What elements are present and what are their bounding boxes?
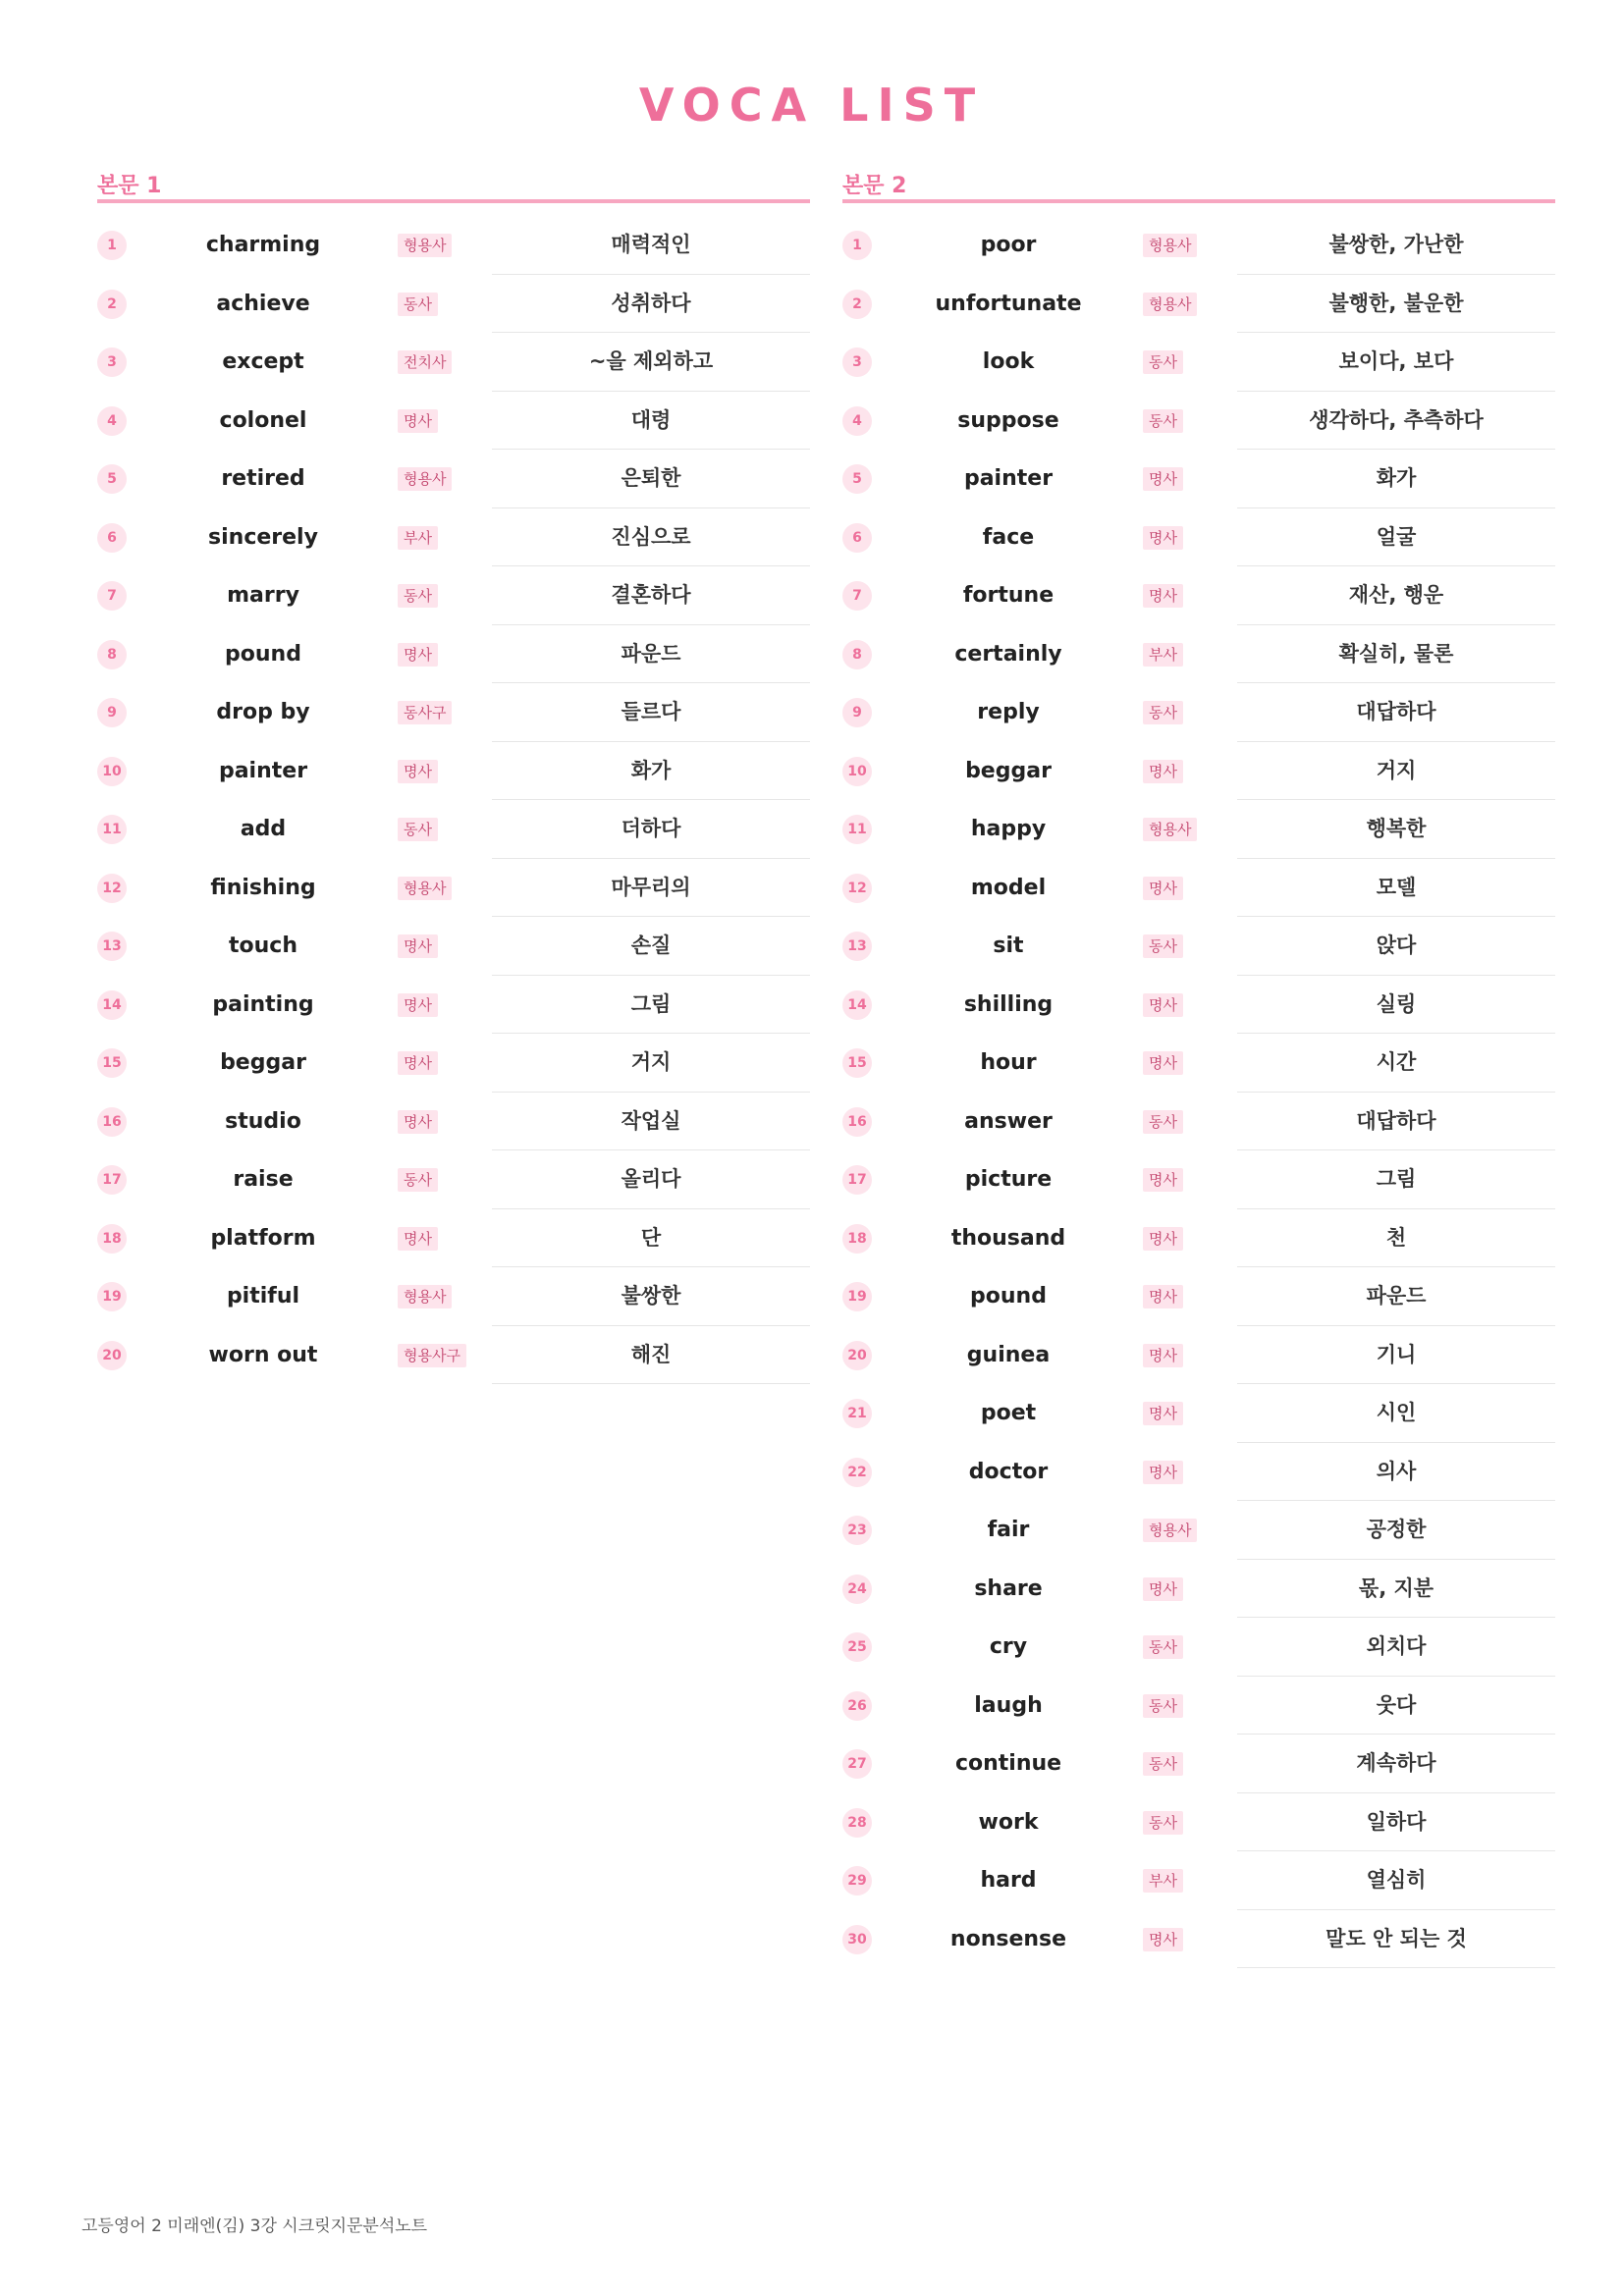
word-meaning: 파운드	[1237, 1267, 1555, 1326]
row-number: 6	[842, 523, 872, 553]
row-number: 4	[842, 406, 872, 436]
part-of-speech-badge: 부사	[398, 526, 438, 550]
row-number: 15	[97, 1048, 127, 1078]
word-meaning: 생각하다, 추측하다	[1237, 392, 1555, 451]
word-meaning: 계속하다	[1237, 1735, 1555, 1793]
word-meaning: 일하다	[1237, 1793, 1555, 1852]
row-number: 12	[97, 874, 127, 903]
part-of-speech-badge: 동사	[1143, 1752, 1183, 1776]
word-meaning: 그림	[1237, 1150, 1555, 1209]
part-of-speech-badge: 명사	[1143, 1577, 1183, 1601]
part-of-speech-badge: 형용사	[398, 467, 452, 491]
part-of-speech-badge: 명사	[1143, 1168, 1183, 1192]
vocab-row	[842, 1793, 1555, 1852]
vocab-row	[842, 917, 1555, 976]
vocab-row	[842, 1851, 1555, 1910]
part-of-speech-badge: 형용사구	[398, 1344, 466, 1367]
row-number: 14	[97, 990, 127, 1020]
vocab-row	[842, 508, 1555, 567]
vocab-word: thousand	[950, 1225, 1066, 1251]
word-meaning: 해진	[492, 1326, 810, 1385]
vocab-row	[97, 859, 810, 918]
part-of-speech-badge: 명사	[1143, 760, 1183, 783]
vocab-row	[842, 1501, 1555, 1560]
row-number: 26	[842, 1691, 872, 1721]
vocab-row	[97, 625, 810, 684]
vocab-word: achieve	[216, 291, 310, 316]
vocab-row	[97, 275, 810, 334]
row-number: 19	[97, 1282, 127, 1311]
row-number: 10	[97, 757, 127, 786]
part-of-speech-badge: 동사	[1143, 1694, 1183, 1718]
word-meaning: 대답하다	[1237, 683, 1555, 742]
vocab-row	[97, 1267, 810, 1326]
row-number: 27	[842, 1749, 872, 1779]
vocab-row	[97, 1150, 810, 1209]
vocab-row	[842, 1443, 1555, 1502]
row-number: 24	[842, 1575, 872, 1604]
vocab-word: drop by	[216, 700, 310, 724]
section-heading: 본문 2	[842, 157, 1555, 203]
part-of-speech-badge: 명사	[1143, 1051, 1183, 1075]
vocab-word: guinea	[966, 1342, 1051, 1367]
row-number: 8	[97, 640, 127, 669]
vocab-list	[97, 216, 810, 1384]
word-meaning: 의사	[1237, 1443, 1555, 1502]
vocab-row	[97, 800, 810, 859]
row-number: 19	[842, 1282, 872, 1311]
part-of-speech-badge: 부사	[1143, 643, 1183, 667]
word-meaning: 불쌍한, 가난한	[1237, 216, 1555, 275]
part-of-speech-badge: 동사	[1143, 1811, 1183, 1835]
part-of-speech-badge: 형용사	[398, 877, 452, 900]
row-number: 28	[842, 1808, 872, 1838]
row-number: 2	[842, 290, 872, 319]
row-number: 18	[842, 1224, 872, 1254]
word-meaning: 실링	[1237, 976, 1555, 1035]
vocab-row	[842, 566, 1555, 625]
part-of-speech-badge: 명사	[1143, 1344, 1183, 1367]
part-of-speech-badge: 명사	[1143, 1285, 1183, 1308]
vocab-row	[97, 1093, 810, 1151]
row-number: 6	[97, 523, 127, 553]
vocab-word: poor	[980, 233, 1037, 257]
vocab-row	[842, 1677, 1555, 1735]
vocab-word: beggar	[220, 1050, 306, 1075]
row-number: 11	[97, 815, 127, 844]
part-of-speech-badge: 부사	[1143, 1869, 1183, 1893]
vocab-word: except	[222, 349, 304, 374]
row-number: 21	[842, 1399, 872, 1428]
vocab-word: charming	[205, 233, 321, 257]
vocab-word: painter	[218, 758, 308, 783]
row-number: 17	[97, 1165, 127, 1195]
word-meaning: 마무리의	[492, 859, 810, 918]
part-of-speech-badge: 동사	[1143, 934, 1183, 958]
vocab-word: marry	[227, 583, 299, 608]
word-meaning: 말도 안 되는 것	[1237, 1910, 1555, 1969]
part-of-speech-badge: 명사	[398, 643, 438, 667]
row-number: 25	[842, 1632, 872, 1662]
vocab-row	[842, 1910, 1555, 1969]
vocab-row	[842, 1618, 1555, 1677]
row-number: 18	[97, 1224, 127, 1254]
word-meaning: 거지	[492, 1034, 810, 1093]
vocab-row	[97, 1209, 810, 1268]
row-number: 3	[842, 347, 872, 377]
vocab-word: sit	[993, 934, 1024, 958]
vocab-word: poet	[980, 1401, 1037, 1425]
vocab-word: sincerely	[208, 524, 318, 550]
word-meaning: 대답하다	[1237, 1093, 1555, 1151]
vocab-row	[842, 392, 1555, 451]
part-of-speech-badge: 동사	[398, 584, 438, 608]
word-meaning: 확실히, 물론	[1237, 625, 1555, 684]
word-meaning: 행복한	[1237, 800, 1555, 859]
row-number: 22	[842, 1458, 872, 1487]
vocab-row	[842, 625, 1555, 684]
part-of-speech-badge: 형용사	[1143, 293, 1197, 316]
word-meaning: 올리다	[492, 1150, 810, 1209]
row-number: 17	[842, 1165, 872, 1195]
vocab-word: share	[974, 1575, 1043, 1601]
vocab-word: work	[978, 1809, 1039, 1835]
part-of-speech-badge: 명사	[1143, 993, 1183, 1017]
vocab-row	[842, 976, 1555, 1035]
vocab-row	[97, 742, 810, 801]
word-meaning: 시간	[1237, 1034, 1555, 1093]
vocab-word: raise	[233, 1167, 294, 1192]
part-of-speech-badge: 명사	[1143, 1928, 1183, 1951]
part-of-speech-badge: 명사	[398, 1227, 438, 1251]
vocab-row	[842, 1267, 1555, 1326]
vocab-row	[842, 1560, 1555, 1619]
row-number: 11	[842, 815, 872, 844]
word-meaning: 얼굴	[1237, 508, 1555, 567]
part-of-speech-badge: 동사	[398, 818, 438, 841]
word-meaning: 시인	[1237, 1384, 1555, 1443]
row-number: 5	[97, 464, 127, 494]
vocab-word: add	[240, 817, 287, 841]
row-number: 16	[97, 1107, 127, 1137]
word-meaning: 재산, 행운	[1237, 566, 1555, 625]
part-of-speech-badge: 명사	[398, 934, 438, 958]
vocab-word: face	[982, 524, 1035, 550]
word-meaning: 모델	[1237, 859, 1555, 918]
vocab-word: pound	[225, 641, 301, 667]
vocab-row	[97, 917, 810, 976]
row-number: 3	[97, 347, 127, 377]
row-number: 5	[842, 464, 872, 494]
row-number: 15	[842, 1048, 872, 1078]
word-meaning: 대령	[492, 392, 810, 451]
vocab-word: doctor	[968, 1459, 1049, 1484]
vocab-row	[842, 333, 1555, 392]
part-of-speech-badge: 동사	[398, 293, 438, 316]
section-2	[842, 157, 1555, 1968]
word-meaning: 거지	[1237, 742, 1555, 801]
part-of-speech-badge: 전치사	[398, 350, 452, 374]
vocab-row	[97, 333, 810, 392]
word-meaning: ~을 제외하고	[492, 333, 810, 392]
part-of-speech-badge: 동사	[398, 1168, 438, 1192]
part-of-speech-badge: 동사	[1143, 1110, 1183, 1134]
row-number: 8	[842, 640, 872, 669]
row-number: 7	[97, 581, 127, 611]
vocab-word: colonel	[219, 407, 307, 433]
word-meaning: 작업실	[492, 1093, 810, 1151]
vocab-word: look	[982, 349, 1035, 374]
row-number: 13	[97, 932, 127, 961]
vocab-word: picture	[964, 1167, 1053, 1192]
word-meaning: 웃다	[1237, 1677, 1555, 1735]
part-of-speech-badge: 명사	[1143, 1402, 1183, 1425]
word-meaning: 들르다	[492, 683, 810, 742]
vocab-row	[97, 683, 810, 742]
word-meaning: 천	[1237, 1209, 1555, 1268]
vocab-word: worn out	[208, 1342, 318, 1367]
vocab-row	[842, 216, 1555, 275]
part-of-speech-badge: 명사	[398, 409, 438, 433]
row-number: 12	[842, 874, 872, 903]
vocab-word: beggar	[965, 758, 1052, 783]
vocab-row	[97, 508, 810, 567]
vocab-word: fortune	[962, 583, 1055, 608]
row-number: 30	[842, 1925, 872, 1954]
word-meaning: 화가	[492, 742, 810, 801]
vocab-word: suppose	[957, 407, 1059, 433]
word-meaning: 보이다, 보다	[1237, 333, 1555, 392]
row-number: 29	[842, 1866, 872, 1896]
vocab-word: hour	[980, 1050, 1037, 1075]
row-number: 23	[842, 1516, 872, 1545]
word-meaning: 그림	[492, 976, 810, 1035]
word-meaning: 진심으로	[492, 508, 810, 567]
vocab-row	[97, 1326, 810, 1385]
vocab-row	[842, 450, 1555, 508]
vocab-word: reply	[977, 700, 1040, 724]
part-of-speech-badge: 명사	[398, 993, 438, 1017]
vocab-row	[842, 1034, 1555, 1093]
row-number: 2	[97, 290, 127, 319]
part-of-speech-badge: 명사	[1143, 877, 1183, 900]
word-meaning: 몫, 지분	[1237, 1560, 1555, 1619]
row-number: 16	[842, 1107, 872, 1137]
row-number: 10	[842, 757, 872, 786]
vocab-word: pound	[970, 1284, 1047, 1308]
page-title: VOCA LIST	[638, 79, 985, 132]
vocab-word: model	[970, 875, 1047, 900]
vocab-word: touch	[229, 934, 298, 958]
vocab-row	[842, 683, 1555, 742]
row-number: 20	[97, 1341, 127, 1370]
row-number: 4	[97, 406, 127, 436]
part-of-speech-badge: 형용사	[398, 234, 452, 257]
footer-text: 고등영어 2 미래엔(김) 3강 시크릿지문분석노트	[81, 2216, 428, 2236]
part-of-speech-badge: 명사	[1143, 467, 1183, 491]
vocab-word: cry	[989, 1634, 1028, 1659]
word-meaning: 앉다	[1237, 917, 1555, 976]
word-meaning: 불쌍한	[492, 1267, 810, 1326]
row-number: 9	[842, 698, 872, 727]
row-number: 1	[842, 231, 872, 260]
part-of-speech-badge: 명사	[1143, 1461, 1183, 1484]
part-of-speech-badge: 형용사	[1143, 1519, 1197, 1542]
part-of-speech-badge: 동사	[1143, 701, 1183, 724]
vocab-word: certainly	[954, 641, 1062, 667]
word-meaning: 열심히	[1237, 1851, 1555, 1910]
word-meaning: 단	[492, 1209, 810, 1268]
section-heading: 본문 1	[97, 157, 810, 203]
vocab-row	[97, 450, 810, 508]
vocab-row	[842, 1326, 1555, 1385]
part-of-speech-badge: 명사	[1143, 584, 1183, 608]
vocab-word: finishing	[210, 875, 316, 900]
part-of-speech-badge: 명사	[398, 1110, 438, 1134]
part-of-speech-badge: 형용사	[1143, 818, 1197, 841]
vocab-row	[97, 392, 810, 451]
word-meaning: 더하다	[492, 800, 810, 859]
vocab-row	[842, 275, 1555, 334]
part-of-speech-badge: 동사구	[398, 701, 452, 724]
vocab-row	[842, 800, 1555, 859]
vocab-word: hard	[980, 1868, 1037, 1893]
vocab-word: fair	[987, 1518, 1030, 1542]
part-of-speech-badge: 명사	[1143, 1227, 1183, 1251]
word-meaning: 파운드	[492, 625, 810, 684]
vocab-row	[97, 976, 810, 1035]
vocab-word: answer	[964, 1108, 1053, 1134]
vocab-word: continue	[954, 1751, 1062, 1776]
part-of-speech-badge: 명사	[398, 760, 438, 783]
vocab-word: pitiful	[226, 1284, 300, 1308]
row-number: 20	[842, 1341, 872, 1370]
row-number: 7	[842, 581, 872, 611]
vocab-word: laugh	[974, 1692, 1043, 1718]
part-of-speech-badge: 명사	[1143, 526, 1183, 550]
part-of-speech-badge: 동사	[1143, 350, 1183, 374]
vocab-list	[842, 216, 1555, 1968]
part-of-speech-badge: 형용사	[1143, 234, 1197, 257]
word-meaning: 외치다	[1237, 1618, 1555, 1677]
vocab-row	[97, 1034, 810, 1093]
vocab-row	[842, 1093, 1555, 1151]
row-number: 1	[97, 231, 127, 260]
vocab-word: platform	[210, 1225, 316, 1251]
word-meaning: 결혼하다	[492, 566, 810, 625]
word-meaning: 공정한	[1237, 1501, 1555, 1560]
vocab-row	[842, 1384, 1555, 1443]
word-meaning: 성취하다	[492, 275, 810, 334]
vocab-row	[97, 566, 810, 625]
vocab-word: shilling	[963, 991, 1054, 1017]
word-meaning: 화가	[1237, 450, 1555, 508]
word-meaning: 은퇴한	[492, 450, 810, 508]
vocab-row	[97, 216, 810, 275]
vocab-word: studio	[225, 1108, 301, 1134]
row-number: 9	[97, 698, 127, 727]
word-meaning: 불행한, 불운한	[1237, 275, 1555, 334]
vocab-row	[842, 859, 1555, 918]
part-of-speech-badge: 동사	[1143, 1635, 1183, 1659]
part-of-speech-badge: 형용사	[398, 1285, 452, 1308]
row-number: 13	[842, 932, 872, 961]
word-meaning: 손질	[492, 917, 810, 976]
vocab-word: nonsense	[949, 1926, 1067, 1951]
vocab-row	[842, 1150, 1555, 1209]
vocab-row	[842, 1209, 1555, 1268]
vocab-word: unfortunate	[935, 291, 1082, 316]
vocab-word: happy	[970, 817, 1047, 841]
vocab-row	[842, 1735, 1555, 1793]
row-number: 14	[842, 990, 872, 1020]
word-meaning: 매력적인	[492, 216, 810, 275]
vocab-row	[842, 742, 1555, 801]
section-1	[97, 157, 810, 1384]
word-meaning: 기니	[1237, 1326, 1555, 1385]
vocab-word: retired	[221, 466, 305, 491]
vocab-word: painter	[963, 466, 1054, 491]
part-of-speech-badge: 동사	[1143, 409, 1183, 433]
part-of-speech-badge: 명사	[398, 1051, 438, 1075]
vocab-word: painting	[212, 991, 314, 1017]
